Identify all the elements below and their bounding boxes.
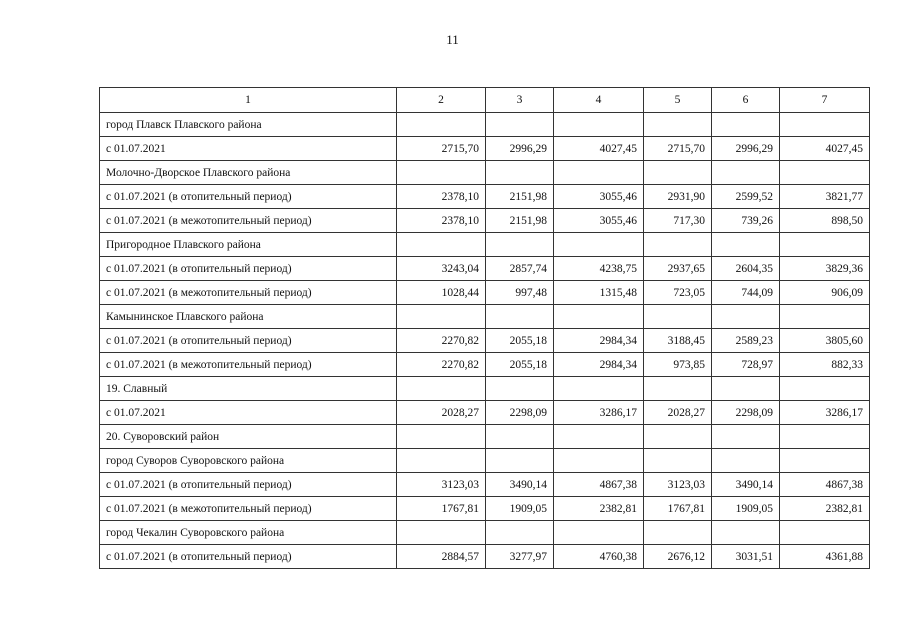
value-cell [397, 113, 486, 137]
value-cell: 2937,65 [644, 257, 712, 281]
value-cell [780, 449, 870, 473]
table-section-row [100, 425, 870, 449]
row-label: с 01.07.2021 [100, 137, 397, 161]
column-header: 3 [486, 88, 554, 113]
value-cell [486, 305, 554, 329]
section-label: город Чекалин Суворовского района [100, 521, 397, 545]
table-section-row [100, 113, 870, 137]
value-cell [712, 377, 780, 401]
value-cell [712, 449, 780, 473]
value-cell: 2382,81 [554, 497, 644, 521]
row-label: с 01.07.2021 (в межотопительный период) [100, 353, 397, 377]
table-section-row [100, 521, 870, 545]
table-row [100, 137, 870, 161]
value-cell [712, 305, 780, 329]
value-cell: 1767,81 [397, 497, 486, 521]
table-section-row [100, 305, 870, 329]
value-cell: 3490,14 [486, 473, 554, 497]
value-cell: 723,05 [644, 281, 712, 305]
value-cell: 4760,38 [554, 545, 644, 569]
value-cell [397, 233, 486, 257]
row-label: с 01.07.2021 (в межотопительный период) [100, 209, 397, 233]
section-label: Пригородное Плавского района [100, 233, 397, 257]
table-row [100, 185, 870, 209]
value-cell: 2931,90 [644, 185, 712, 209]
value-cell: 3123,03 [644, 473, 712, 497]
value-cell [780, 377, 870, 401]
table-row [100, 545, 870, 569]
value-cell: 2028,27 [397, 401, 486, 425]
value-cell [712, 425, 780, 449]
table-row [100, 401, 870, 425]
value-cell: 898,50 [780, 209, 870, 233]
value-cell: 3821,77 [780, 185, 870, 209]
value-cell: 1909,05 [486, 497, 554, 521]
value-cell [486, 233, 554, 257]
value-cell: 2884,57 [397, 545, 486, 569]
value-cell [780, 113, 870, 137]
value-cell: 728,97 [712, 353, 780, 377]
tariff-table [99, 87, 870, 569]
value-cell [486, 161, 554, 185]
section-label: 20. Суворовский район [100, 425, 397, 449]
row-label: с 01.07.2021 (в отопительный период) [100, 545, 397, 569]
value-cell: 2715,70 [644, 137, 712, 161]
value-cell: 1909,05 [712, 497, 780, 521]
value-cell [397, 425, 486, 449]
value-cell: 717,30 [644, 209, 712, 233]
value-cell [712, 233, 780, 257]
row-label: с 01.07.2021 (в отопительный период) [100, 473, 397, 497]
value-cell: 2984,34 [554, 329, 644, 353]
table-row [100, 209, 870, 233]
value-cell: 3243,04 [397, 257, 486, 281]
value-cell: 2599,52 [712, 185, 780, 209]
table-section-row [100, 377, 870, 401]
value-cell: 882,33 [780, 353, 870, 377]
value-cell [554, 113, 644, 137]
value-cell: 3805,60 [780, 329, 870, 353]
table-header-row [100, 88, 870, 113]
value-cell: 3188,45 [644, 329, 712, 353]
value-cell: 2382,81 [780, 497, 870, 521]
value-cell: 3031,51 [712, 545, 780, 569]
value-cell [554, 449, 644, 473]
value-cell [397, 161, 486, 185]
column-header: 4 [554, 88, 644, 113]
value-cell: 973,85 [644, 353, 712, 377]
value-cell: 739,26 [712, 209, 780, 233]
value-cell [554, 305, 644, 329]
table-row [100, 353, 870, 377]
value-cell: 3277,97 [486, 545, 554, 569]
value-cell: 2715,70 [397, 137, 486, 161]
value-cell: 3286,17 [554, 401, 644, 425]
value-cell [486, 425, 554, 449]
column-header: 5 [644, 88, 712, 113]
value-cell: 4867,38 [780, 473, 870, 497]
value-cell: 3286,17 [780, 401, 870, 425]
value-cell [486, 113, 554, 137]
section-label: Камынинское Плавского района [100, 305, 397, 329]
section-label: город Плавск Плавского района [100, 113, 397, 137]
value-cell: 4867,38 [554, 473, 644, 497]
value-cell: 1028,44 [397, 281, 486, 305]
value-cell [554, 521, 644, 545]
value-cell: 2270,82 [397, 329, 486, 353]
value-cell [780, 161, 870, 185]
value-cell [712, 521, 780, 545]
value-cell [644, 449, 712, 473]
value-cell: 997,48 [486, 281, 554, 305]
row-label: с 01.07.2021 (в межотопительный период) [100, 281, 397, 305]
value-cell [397, 305, 486, 329]
table-row [100, 497, 870, 521]
table-row [100, 257, 870, 281]
value-cell: 2055,18 [486, 353, 554, 377]
value-cell [644, 161, 712, 185]
value-cell: 3055,46 [554, 209, 644, 233]
column-header: 2 [397, 88, 486, 113]
value-cell: 2857,74 [486, 257, 554, 281]
value-cell: 3055,46 [554, 185, 644, 209]
value-cell [486, 449, 554, 473]
value-cell: 906,09 [780, 281, 870, 305]
value-cell: 3490,14 [712, 473, 780, 497]
value-cell: 1767,81 [644, 497, 712, 521]
value-cell [644, 233, 712, 257]
table-section-row [100, 233, 870, 257]
value-cell [486, 521, 554, 545]
value-cell [712, 113, 780, 137]
row-label: с 01.07.2021 [100, 401, 397, 425]
value-cell: 4027,45 [554, 137, 644, 161]
value-cell [644, 305, 712, 329]
row-label: с 01.07.2021 (в отопительный период) [100, 185, 397, 209]
value-cell [397, 521, 486, 545]
value-cell [554, 161, 644, 185]
value-cell: 2589,23 [712, 329, 780, 353]
value-cell: 2298,09 [486, 401, 554, 425]
value-cell [486, 377, 554, 401]
value-cell: 2984,34 [554, 353, 644, 377]
value-cell: 4361,88 [780, 545, 870, 569]
value-cell [644, 425, 712, 449]
value-cell: 4238,75 [554, 257, 644, 281]
value-cell: 2378,10 [397, 209, 486, 233]
table-body [100, 113, 870, 569]
value-cell: 2298,09 [712, 401, 780, 425]
value-cell: 2378,10 [397, 185, 486, 209]
value-cell: 3123,03 [397, 473, 486, 497]
value-cell [780, 425, 870, 449]
value-cell [644, 521, 712, 545]
value-cell [780, 305, 870, 329]
value-cell [712, 161, 780, 185]
value-cell: 4027,45 [780, 137, 870, 161]
column-header: 6 [712, 88, 780, 113]
value-cell: 2676,12 [644, 545, 712, 569]
value-cell [554, 425, 644, 449]
column-header: 1 [100, 88, 397, 113]
row-label: с 01.07.2021 (в межотопительный период) [100, 497, 397, 521]
table-section-row [100, 449, 870, 473]
value-cell [780, 521, 870, 545]
value-cell: 2028,27 [644, 401, 712, 425]
section-label: город Суворов Суворовского района [100, 449, 397, 473]
value-cell: 2996,29 [486, 137, 554, 161]
value-cell [780, 233, 870, 257]
value-cell: 2151,98 [486, 209, 554, 233]
value-cell [397, 377, 486, 401]
value-cell: 2996,29 [712, 137, 780, 161]
value-cell: 2270,82 [397, 353, 486, 377]
value-cell: 3829,36 [780, 257, 870, 281]
value-cell [554, 377, 644, 401]
table-row [100, 473, 870, 497]
value-cell [554, 233, 644, 257]
table-row [100, 329, 870, 353]
value-cell: 744,09 [712, 281, 780, 305]
column-header: 7 [780, 88, 870, 113]
section-label: 19. Славный [100, 377, 397, 401]
row-label: с 01.07.2021 (в отопительный период) [100, 329, 397, 353]
page-number: 11 [446, 32, 459, 47]
table-row [100, 281, 870, 305]
value-cell: 2151,98 [486, 185, 554, 209]
value-cell [644, 377, 712, 401]
value-cell: 1315,48 [554, 281, 644, 305]
value-cell: 2604,35 [712, 257, 780, 281]
value-cell [644, 113, 712, 137]
row-label: с 01.07.2021 (в отопительный период) [100, 257, 397, 281]
section-label: Молочно-Дворское Плавского района [100, 161, 397, 185]
value-cell: 2055,18 [486, 329, 554, 353]
value-cell [397, 449, 486, 473]
table-section-row [100, 161, 870, 185]
